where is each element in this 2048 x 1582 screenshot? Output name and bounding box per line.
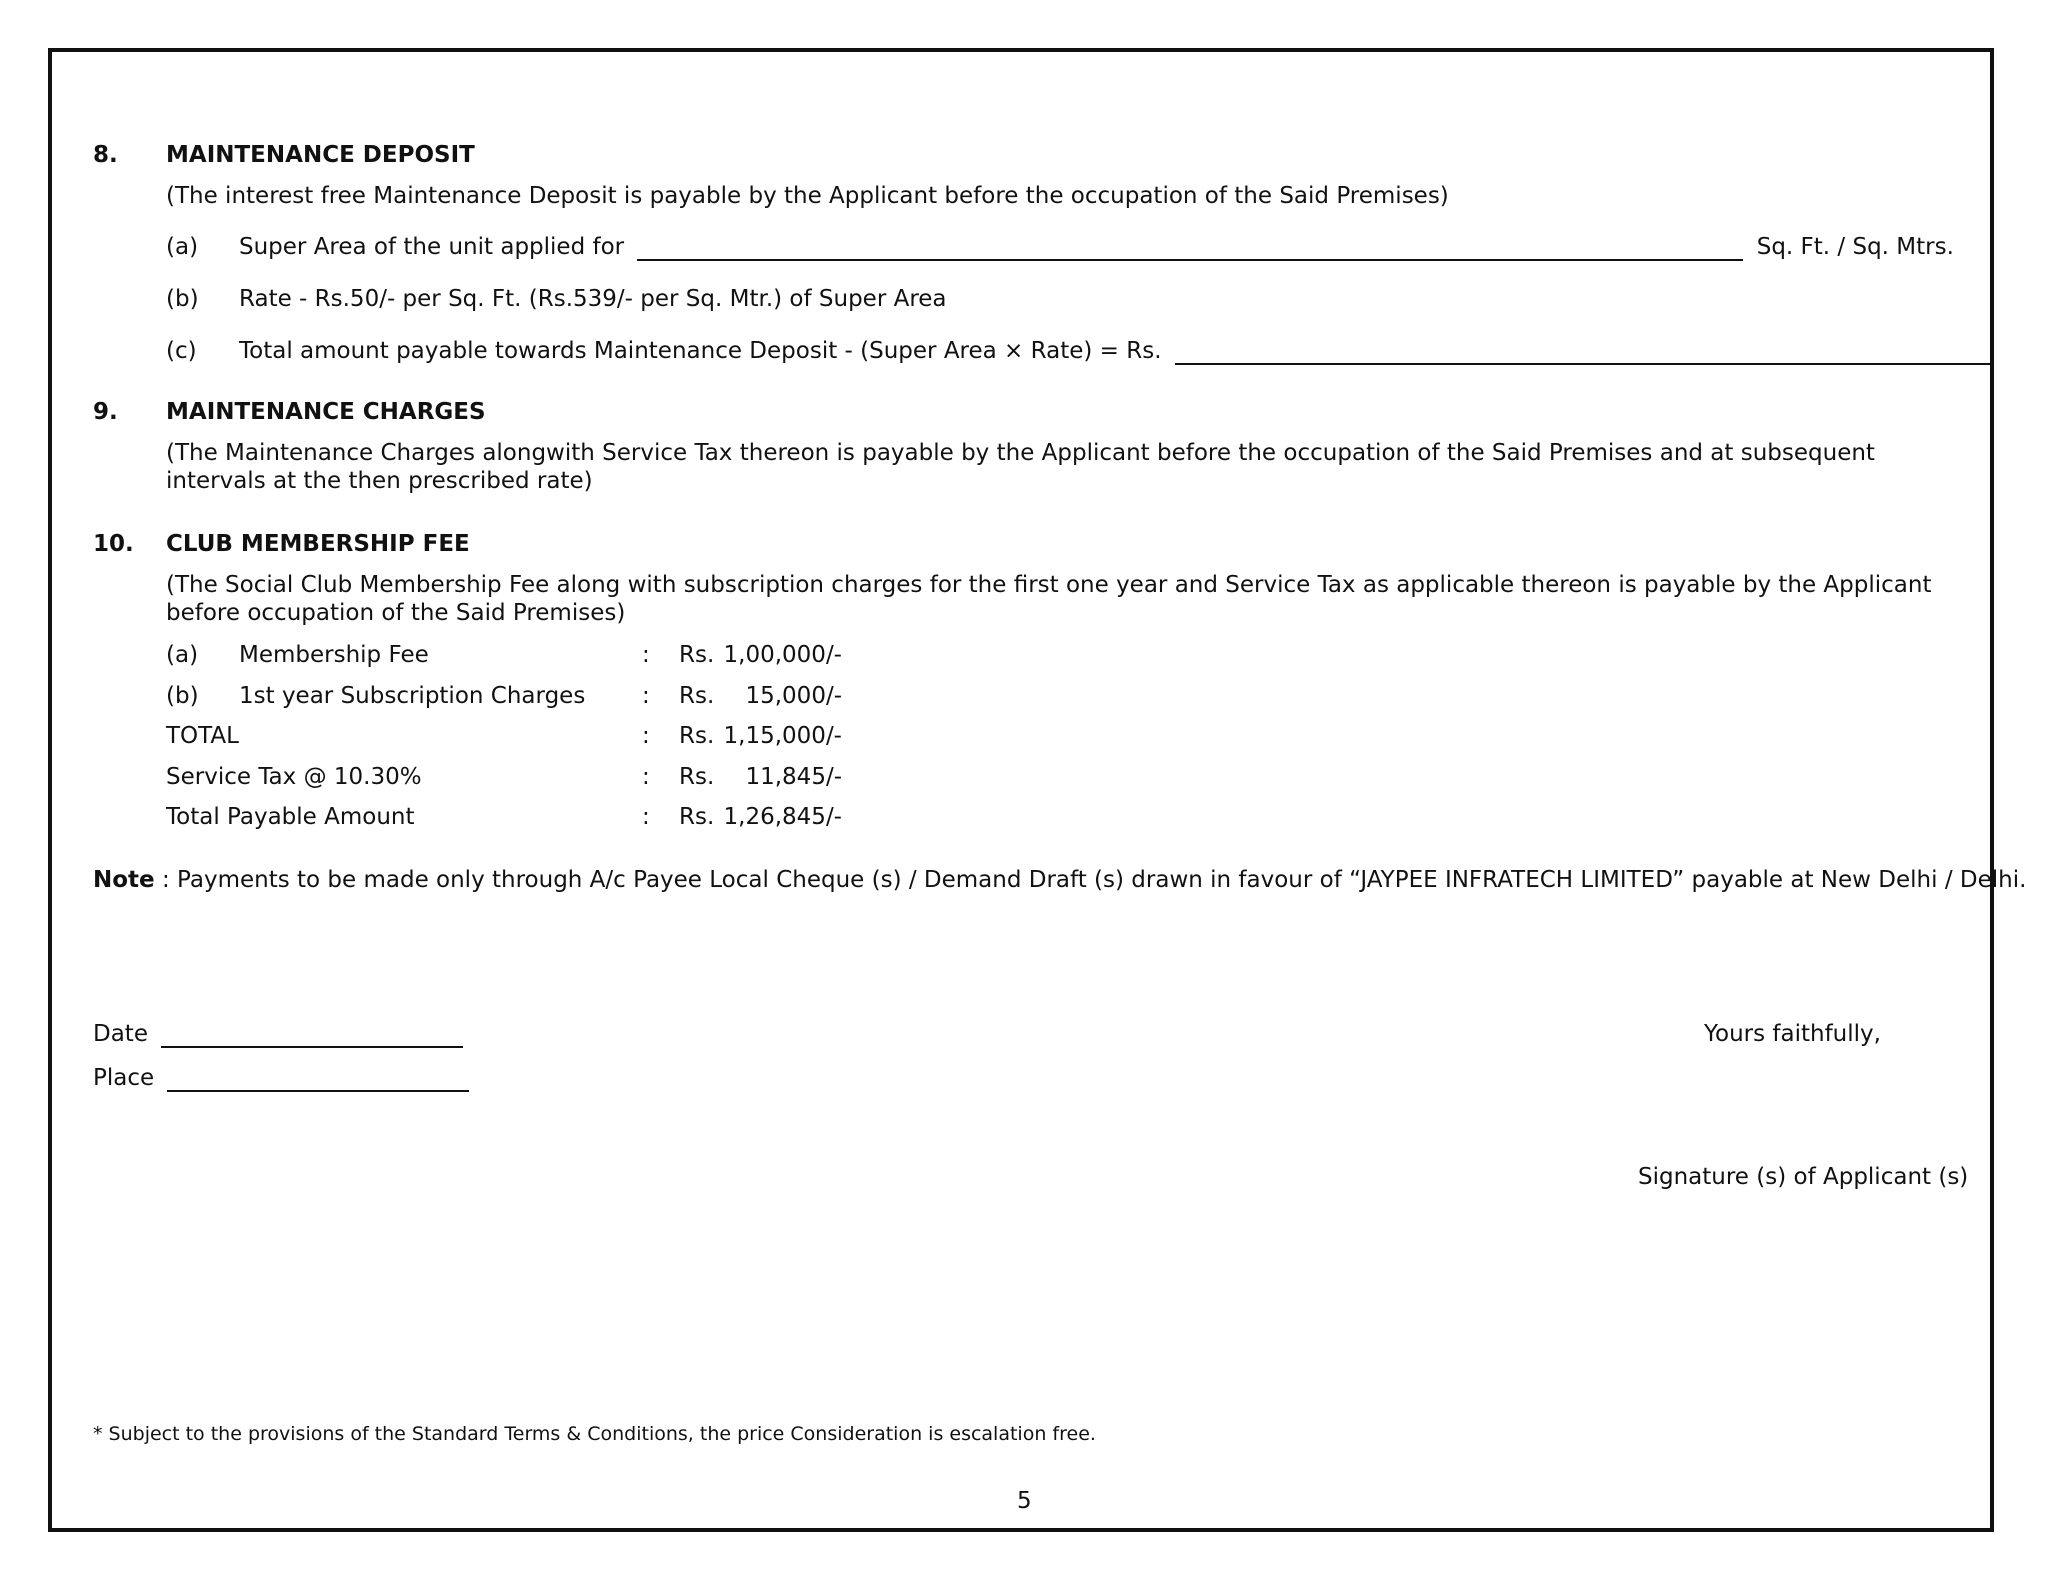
- fee-row-amount: 11,845/-: [745, 764, 842, 790]
- total-deposit-field[interactable]: [1175, 339, 1993, 365]
- item-b-label: (b): [166, 286, 199, 312]
- note-text: : Payments to be made only through A/c Payee Local Cheque (s) / Demand Draft (s) drawn in favour of “JAYPEE INFRATECH LIMITED” payable at New Delhi / Delhi.: [154, 867, 2027, 893]
- fee-row-currency: Rs.: [679, 683, 715, 709]
- payment-note: [93, 866, 2026, 894]
- fee-row-text: 1st year Subscription Charges: [239, 683, 586, 709]
- total-deposit-label: Total amount payable towards Maintenance Deposit - (Super Area × Rate) = Rs.: [239, 338, 1162, 364]
- date-row: [93, 1020, 463, 1048]
- item-a-row: [239, 233, 1954, 261]
- date-field[interactable]: [161, 1022, 463, 1048]
- item-a-label: (a): [166, 234, 199, 260]
- fee-row-label: (a): [166, 642, 199, 668]
- fee-row-colon: :: [642, 723, 650, 749]
- fee-row-amount: 1,15,000/-: [723, 723, 842, 749]
- section-9-number: 9.: [93, 399, 118, 425]
- rate-text: Rate - Rs.50/- per Sq. Ft. (Rs.539/- per Sq. Mtr.) of Super Area: [239, 286, 947, 312]
- fee-row-currency: Rs.: [679, 642, 715, 668]
- section-9-title: MAINTENANCE CHARGES: [166, 399, 486, 425]
- footnote: * Subject to the provisions of the Standard Terms & Conditions, the price Consideration is escalation free.: [93, 1423, 1096, 1445]
- super-area-field[interactable]: [637, 235, 1743, 261]
- section-8-note: (The interest free Maintenance Deposit is payable by the Applicant before the occupation of the Said Premises): [166, 183, 1449, 209]
- fee-row-amount: 15,000/-: [745, 683, 842, 709]
- signature-label: Signature (s) of Applicant (s): [1638, 1164, 1969, 1190]
- fee-row-colon: :: [642, 683, 650, 709]
- closing-text: Yours faithfully,: [1704, 1021, 1881, 1047]
- fee-row-currency: Rs.: [679, 804, 715, 830]
- section-10-number: 10.: [93, 531, 134, 557]
- page-number: 5: [1017, 1488, 1032, 1514]
- fee-row-currency: Rs.: [679, 723, 715, 749]
- place-field[interactable]: [167, 1066, 469, 1092]
- note-label: Note: [93, 867, 155, 893]
- super-area-label: Super Area of the unit applied for: [239, 234, 625, 260]
- super-area-unit: Sq. Ft. / Sq. Mtrs.: [1756, 234, 1954, 260]
- place-row: [93, 1064, 469, 1092]
- section-8-title: MAINTENANCE DEPOSIT: [166, 142, 475, 168]
- item-c-row: [239, 337, 1993, 365]
- date-label: Date: [93, 1021, 148, 1047]
- fee-row-colon: :: [642, 642, 650, 668]
- fee-row-amount: 1,00,000/-: [723, 642, 842, 668]
- section-8-number: 8.: [93, 142, 118, 168]
- item-c-label: (c): [166, 338, 197, 364]
- fee-row-colon: :: [642, 764, 650, 790]
- fee-row-colon: :: [642, 804, 650, 830]
- fee-row-text: Total Payable Amount: [166, 804, 415, 830]
- fee-row-text: TOTAL: [166, 723, 239, 749]
- section-9-note: (The Maintenance Charges alongwith Service Tax thereon is payable by the Applicant before the occupation of the Said Premises and at subsequent intervals at the then prescribed rate): [166, 440, 1875, 494]
- fee-row-text: Membership Fee: [239, 642, 429, 668]
- fee-row-text: Service Tax @ 10.30%: [166, 764, 422, 790]
- section-10-title: CLUB MEMBERSHIP FEE: [166, 531, 470, 557]
- place-label: Place: [93, 1065, 155, 1091]
- fee-row-amount: 1,26,845/-: [723, 804, 842, 830]
- fee-row-label: (b): [166, 683, 199, 709]
- fee-row-currency: Rs.: [679, 764, 715, 790]
- section-10-note: (The Social Club Membership Fee along with subscription charges for the first one year and Service Tax as applicable thereon is payable by the Applicant before occupation of the Said Premises): [166, 572, 1932, 626]
